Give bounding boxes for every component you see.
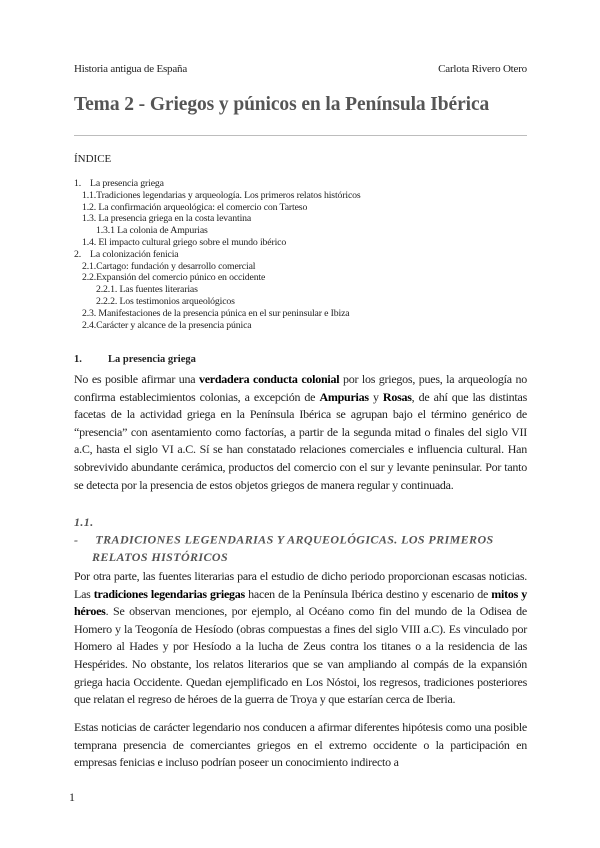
toc-item: 1.3. La presencia griega en la costa levantina	[82, 213, 252, 225]
body-paragraph: Estas noticias de carácter legendario nos conducen a afirmar diferentes hipótesis como una posible temprana presencia de comerciantes griegos en el extremo occidente o la participación en empresas fenicias e incluso podrían poseer un conocimiento indirecto a	[74, 720, 527, 770]
toc-item: 1.2. La confirmación arqueológica: el comercio con Tarteso	[82, 201, 308, 213]
document-title: Tema 2 - Griegos y púnicos en la Península Ibérica	[74, 94, 490, 115]
title-divider	[74, 135, 527, 136]
toc-item: 2.4.Carácter y alcance de la presencia púnica	[82, 319, 252, 331]
toc-item: 1.3.1 La colonia de Ampurias	[96, 225, 208, 237]
body-paragraph: Por otra parte, las fuentes literarias para el estudio de dicho periodo proporcionan escasas noticias. Las tradiciones legendarias griegas hacen de la Península Ibérica destino y escenario de mitos y héroes. Se observan menciones, por ejemplo, al Océano como fin del mundo de la Odisea de Homero y la Teogonía de Hesíodo (obras compuestas a fines del siglo VIII a.C). Es vinculado por Homero al Hades y por Hesíodo a la lucha de Zeus contra los titanes o a la residencia de las Hespérides. No obstante, los relatos literarios que se van ampliando al compás de la expansión griega hacia Occidente. Quedan ejemplificado en Los Nóstoi, los regresos, tradiciones posteriores que relatan el regreso de héroes de la guerra de Troya y que estarían cerca de Iberia.	[74, 569, 528, 707]
index-heading: ÍNDICE	[74, 153, 112, 165]
toc-item: 2.3. Manifestaciones de la presencia púnica en el sur peninsular e Ibiza	[82, 307, 350, 319]
header-course: Historia antigua de España	[74, 63, 188, 75]
section-heading: 1. La presencia griega	[74, 354, 196, 365]
toc-item: 2.2.Expansión del comercio púnico en occidente	[82, 272, 266, 284]
toc-item: 2.2.2. Los testimonios arqueológicos	[96, 295, 235, 307]
header-author: Carlota Rivero Otero	[438, 63, 527, 75]
toc-item: 2. La colonización fenicia	[74, 248, 179, 260]
toc-item: 1. La presencia griega	[74, 178, 164, 189]
page-number: 1	[69, 790, 75, 804]
body-paragraph: No es posible afirmar una verdadera conducta colonial por los griegos, pues, la arqueología no confirma establecimientos colonias, a excepción de Ampurias y Rosas, de ahí que las distintas facetas de la actividad griega en la Península Ibérica se agrupan bajo el término genérico de “presencia” con asentamiento como factorías, a partir de la segunda mitad o finales del siglo VII a.C, hasta el siglo VI a.C. Sí se han constatado relaciones comerciales e influencia cultural. Han sobrevivido abundante cerámica, productos del comercio con el sur y levante peninsular. Por tanto se detecta por la presencia de estos objetos griegos de manera regular y continuada.	[74, 372, 527, 492]
toc-item: 1.4. El impacto cultural griego sobre el mundo ibérico	[82, 236, 287, 248]
subsection-heading: 1.1. - TRADICIONES LEGENDARIAS Y ARQUEOLÓGICAS. LOS PRIMEROS RELATOS HISTÓRICOS	[74, 515, 494, 565]
toc-item: 2.1.Cartago: fundación y desarrollo comercial	[82, 260, 256, 272]
toc-item: 1.1.Tradiciones legendarias y arqueología. Los primeros relatos históricos	[82, 189, 361, 201]
toc-item: 2.2.1. Las fuentes literarias	[96, 284, 198, 296]
table-of-contents	[74, 178, 527, 331]
